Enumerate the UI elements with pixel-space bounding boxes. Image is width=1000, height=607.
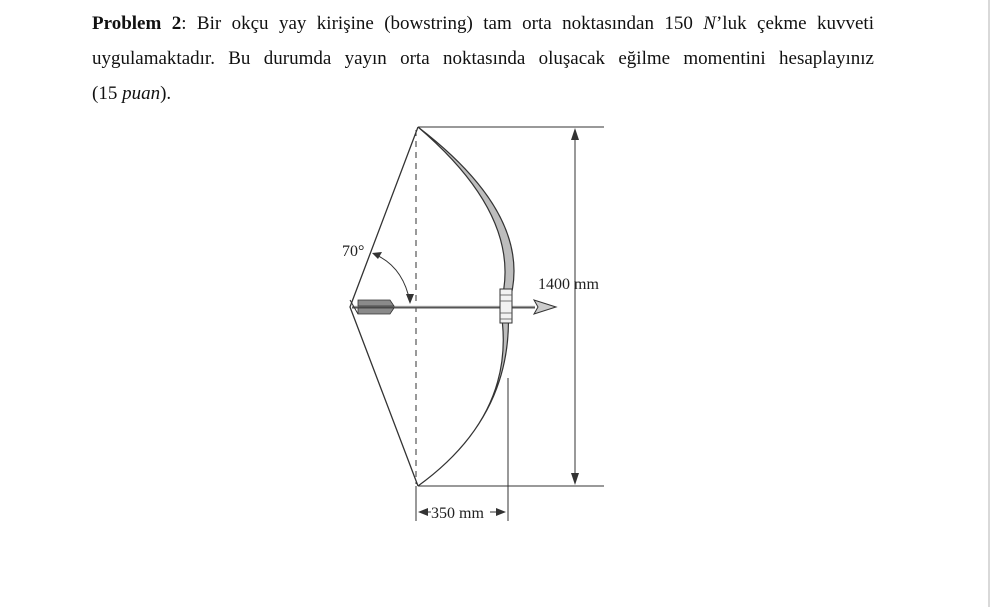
- points-unit: puan: [122, 83, 161, 104]
- angle-arrow-head: [406, 294, 414, 304]
- height-arrow-top: [571, 128, 579, 140]
- height-label: 1400 mm: [538, 276, 599, 293]
- height-arrow-bottom: [571, 473, 579, 485]
- angle-label: 70°: [342, 243, 365, 260]
- problem-colon: :: [181, 13, 187, 34]
- bow-diagram: [330, 116, 630, 526]
- problem-statement: [92, 6, 874, 111]
- points-value: 15: [98, 83, 118, 104]
- width-label: 350 mm: [431, 505, 484, 522]
- angle-arrow-tail: [372, 252, 382, 259]
- arrow-head: [534, 300, 556, 314]
- problem-label: Problem 2: [92, 13, 182, 34]
- problem-text-part2: ’luk çekme kuvveti uygulamaktadır. Bu durumda yayın orta noktasında oluşacak eğilme momentini hesaplayınız (: [92, 13, 874, 104]
- bow-grip: [500, 289, 512, 323]
- force-value: 150: [664, 13, 693, 34]
- problem-text-part1: Bir okçu yay kirişine (bowstring) tam orta noktasından: [186, 13, 665, 34]
- angle-arc: [374, 254, 410, 302]
- problem-text-part3: ).: [160, 83, 172, 104]
- force-unit: N: [703, 13, 716, 34]
- bow-figure: [330, 116, 630, 526]
